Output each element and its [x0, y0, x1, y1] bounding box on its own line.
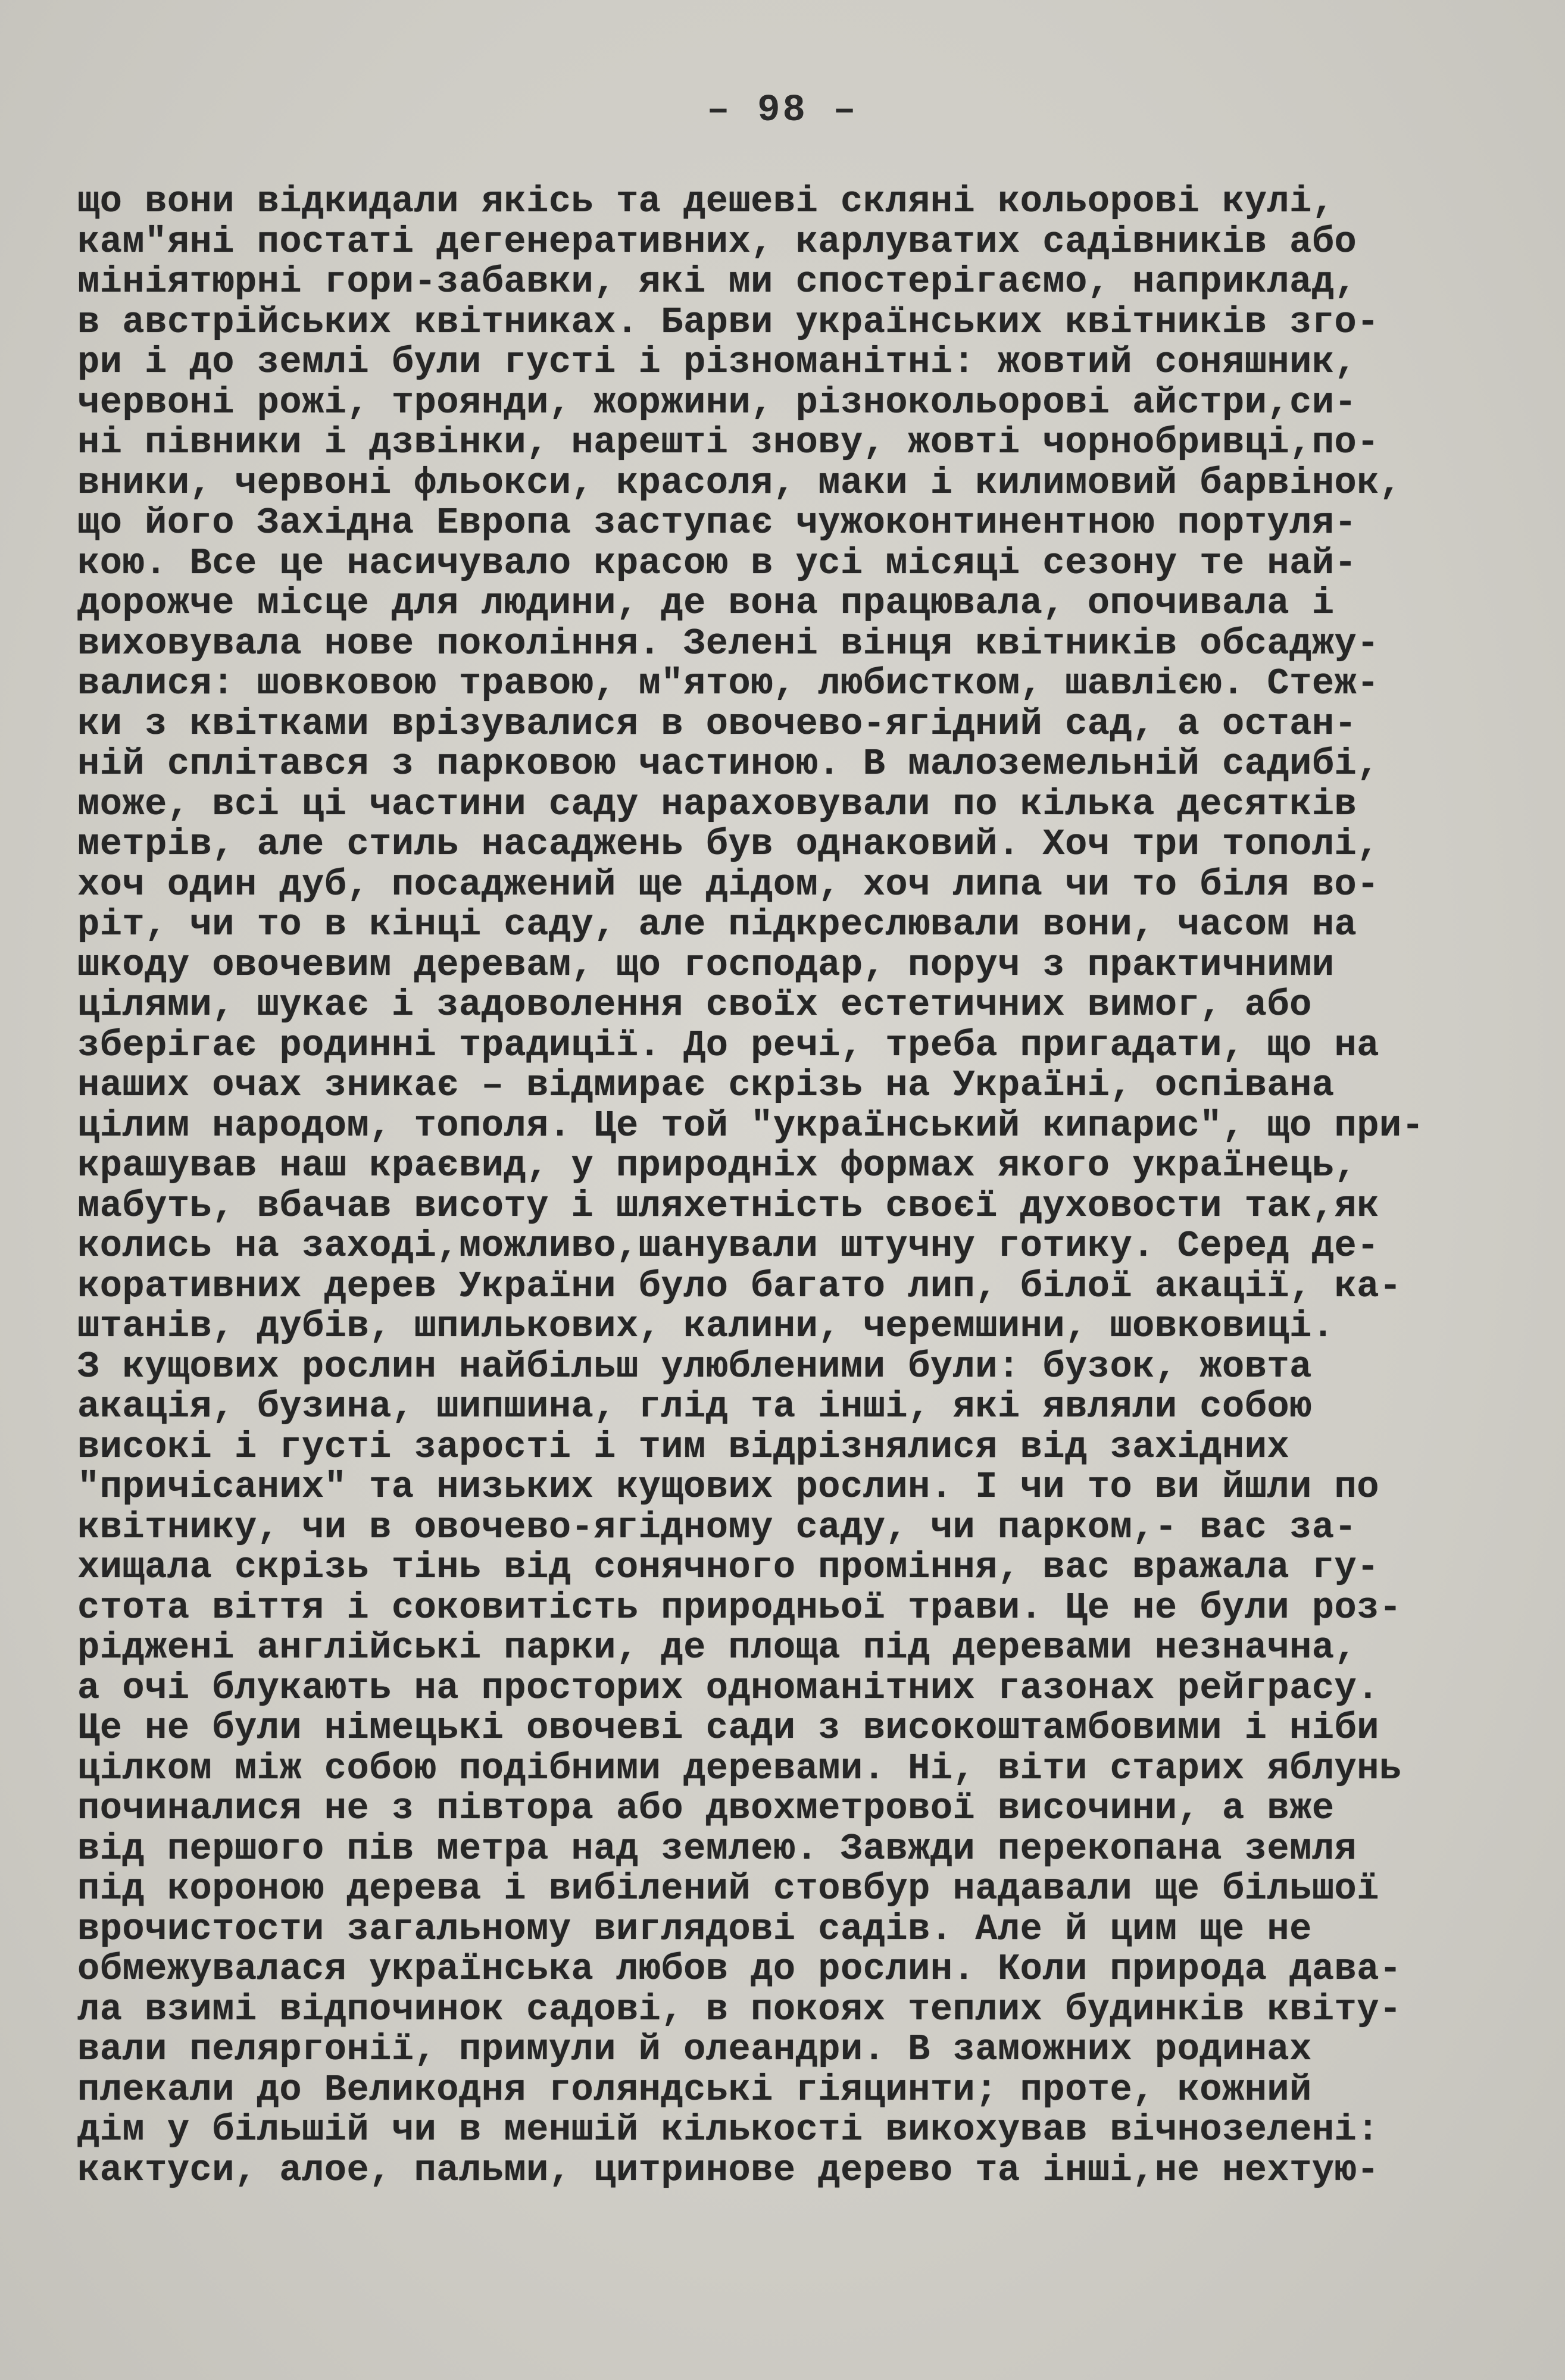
text-line: високі і густі зарості і тим відрізнялися від західних: [77, 1425, 1290, 1468]
text-line: ріт, чи то в кінці саду, але підкреслювали вони, часом на: [77, 903, 1357, 946]
page-number: – 98 –: [707, 89, 858, 132]
text-line: кактуси, алое, пальми, цитринове дерево та інші,не нехтую-: [77, 2148, 1379, 2191]
text-line: врочистости загальному виглядові садів. Але й цим ще не: [77, 1907, 1312, 1950]
text-line: обмежувалася українська любов до рослин. Коли природа дава-: [77, 1948, 1402, 1990]
text-line: Це не були німецькі овочеві сади з високоштамбовими і ніби: [77, 1707, 1379, 1749]
text-line: колись на заході,можливо,шанували штучну готику. Серед де-: [77, 1225, 1379, 1267]
text-line: дім у більшій чи в меншій кількості викохував вічнозелені:: [77, 2109, 1379, 2151]
text-line: З кущових рослин найбільш улюбленими були: бузок, жовта: [77, 1345, 1312, 1388]
text-line: валися: шовковою травою, м"ятою, любистком, шавлією. Стеж-: [77, 662, 1379, 705]
text-line: виховувала нове покоління. Зелені вінця квітників обсаджу-: [77, 622, 1379, 665]
text-line: зберігає родинні традиції. До речі, треба пригадати, що на: [77, 1024, 1379, 1067]
text-line: коративних дерев України було багато лип, білої акації, ка-: [77, 1265, 1402, 1308]
text-line: ні півники і дзвінки, нарешті знову, жовті чорнобривці,по-: [77, 421, 1379, 464]
text-line: хоч один дуб, посаджений ще дідом, хоч липа чи то біля во-: [77, 863, 1379, 906]
text-line: ріджені англійські парки, де площа під деревами незначна,: [77, 1627, 1357, 1669]
text-line: ки з квітками врізувалися в овочево-ягідний сад, а остан-: [77, 702, 1357, 745]
text-line: що його Західна Европа заступає чужоконтинентною портуля-: [77, 502, 1357, 544]
text-line: вали пеляргонії, примули й олеандри. В заможних родинах: [77, 2028, 1312, 2071]
text-line: плекали до Великодня голяндські гіяцинти; проте, кожний: [77, 2068, 1312, 2111]
text-line: хищала скрізь тінь від сонячного проміння, вас вражала гу-: [77, 1546, 1379, 1588]
text-line: кою. Все це насичувало красою в усі місяці сезону те най-: [77, 542, 1357, 584]
text-line: цілком між собою подібними деревами. Ні, віти старих яблунь: [77, 1747, 1402, 1790]
text-line: квітнику, чи в овочево-ягідному саду, чи парком,- вас за-: [77, 1506, 1357, 1549]
text-line: мініятюрні гори-забавки, які ми спостерігаємо, наприклад,: [77, 261, 1357, 303]
text-line: кам"яні постаті дегенеративних, карлуватих садівників або: [77, 220, 1357, 263]
text-line: починалися не з півтора або двохметрової височини, а вже: [77, 1787, 1335, 1829]
text-line: шкоду овочевим деревам, що господар, поруч з практичними: [77, 943, 1335, 986]
text-line: від першого пів метра над землею. Завжди перекопана земля: [77, 1827, 1357, 1870]
text-line: ла взимі відпочинок садові, в покоях теплих будинків квіту-: [77, 1988, 1402, 2031]
text-line: а очі блукають на просторих одноманітних газонах рейграсу.: [77, 1666, 1379, 1709]
text-line: цілями, шукає і задоволення своїх естетичних вимог, або: [77, 984, 1312, 1026]
text-line: під короною дерева і вибілений стовбур надавали ще більшої: [77, 1868, 1379, 1910]
text-line: штанів, дубів, шпилькових, калини, черемшини, шовковиці.: [77, 1305, 1335, 1347]
text-line: наших очах зникає – відмирає скрізь на Україні, оспівана: [77, 1064, 1335, 1106]
text-line: мабуть, вбачав висоту і шляхетність своєї духовости так,як: [77, 1184, 1379, 1227]
text-line: може, всі ці частини саду нараховували по кілька десятків: [77, 783, 1357, 825]
text-line: акація, бузина, шипшина, глід та інші, які являли собою: [77, 1386, 1312, 1428]
text-line: ри і до землі були густі і різноманітні: жовтий соняшник,: [77, 341, 1357, 383]
text-line: крашував наш краєвид, у природніх формах якого українець,: [77, 1144, 1357, 1187]
text-line: що вони відкидали якісь та дешеві скляні кольорові кулі,: [77, 180, 1335, 223]
text-line: метрів, але стиль насаджень був однаковий. Хоч три тополі,: [77, 823, 1379, 865]
text-line: в австрійських квітниках. Барви українських квітників зго-: [77, 301, 1379, 343]
text-line: червоні рожі, троянди, жоржини, різнокольорові айстри,си-: [77, 381, 1357, 424]
body-text: [77, 182, 1518, 2190]
text-line: дорожче місце для людини, де вона працювала, опочивала і: [77, 582, 1335, 624]
text-line: цілим народом, тополя. Це той "український кипарис", що при-: [77, 1104, 1425, 1147]
text-line: "причісаних" та низьких кущових рослин. І чи то ви йшли по: [77, 1466, 1379, 1508]
text-line: ній сплітався з парковою частиною. В малоземельній садибі,: [77, 743, 1379, 785]
text-line: стота віття і соковитість природньої трави. Це не були роз-: [77, 1586, 1402, 1629]
text-line: вники, червоні фльокси, красоля, маки і килимовий барвінок,: [77, 461, 1402, 504]
